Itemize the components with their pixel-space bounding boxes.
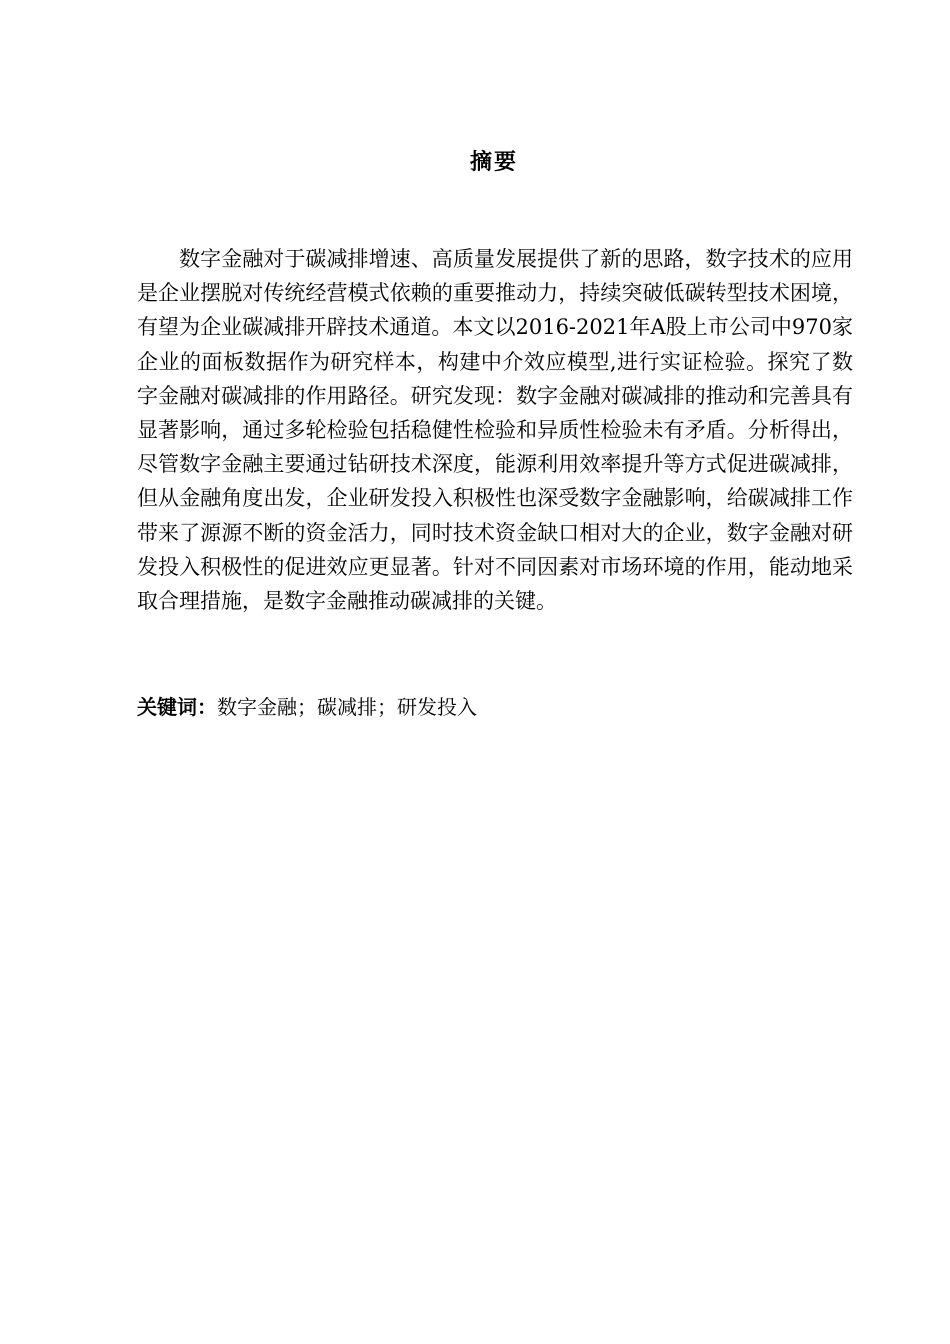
abstract-paragraph: 数字金融对于碳减排增速、高质量发展提供了新的思路，数字技术的应用是企业摆脱对传统经营模式依赖的重要推动力，持续突破低碳转型技术困境，有望为企业碳减排开辟技术通道。本文以2016-2021年A股上市公司中970家企业的面板数据作为研究样本，构建中介效应模型,进行实证检验。探究了数字金融对碳减排的作用路径。研究发现：数字金融对碳减排的推动和完善具有显著影响，通过多轮检验包括稳健性检验和异质性检验未有矛盾。分析得出，尽管数字金融主要通过钻研技术深度，能源利用效率提升等方式促进碳减排，但从金融角度出发，企业研发投入积极性也深受数字金融影响，给碳减排工作带来了源源不断的资金活力，同时技术资金缺口相对大的企业，数字金融对研发投入积极性的促进效应更显著。针对不同因素对市场环境的作用，能动地采取合理措施，是数字金融推动碳减排的关键。 (137, 247, 853, 614)
keywords-label: 关键词： (137, 695, 217, 719)
abstract-title: 摘要 (469, 150, 518, 175)
keywords-text: 数字金融；碳减排；研发投入 (217, 695, 477, 719)
keywords-line (137, 690, 853, 724)
